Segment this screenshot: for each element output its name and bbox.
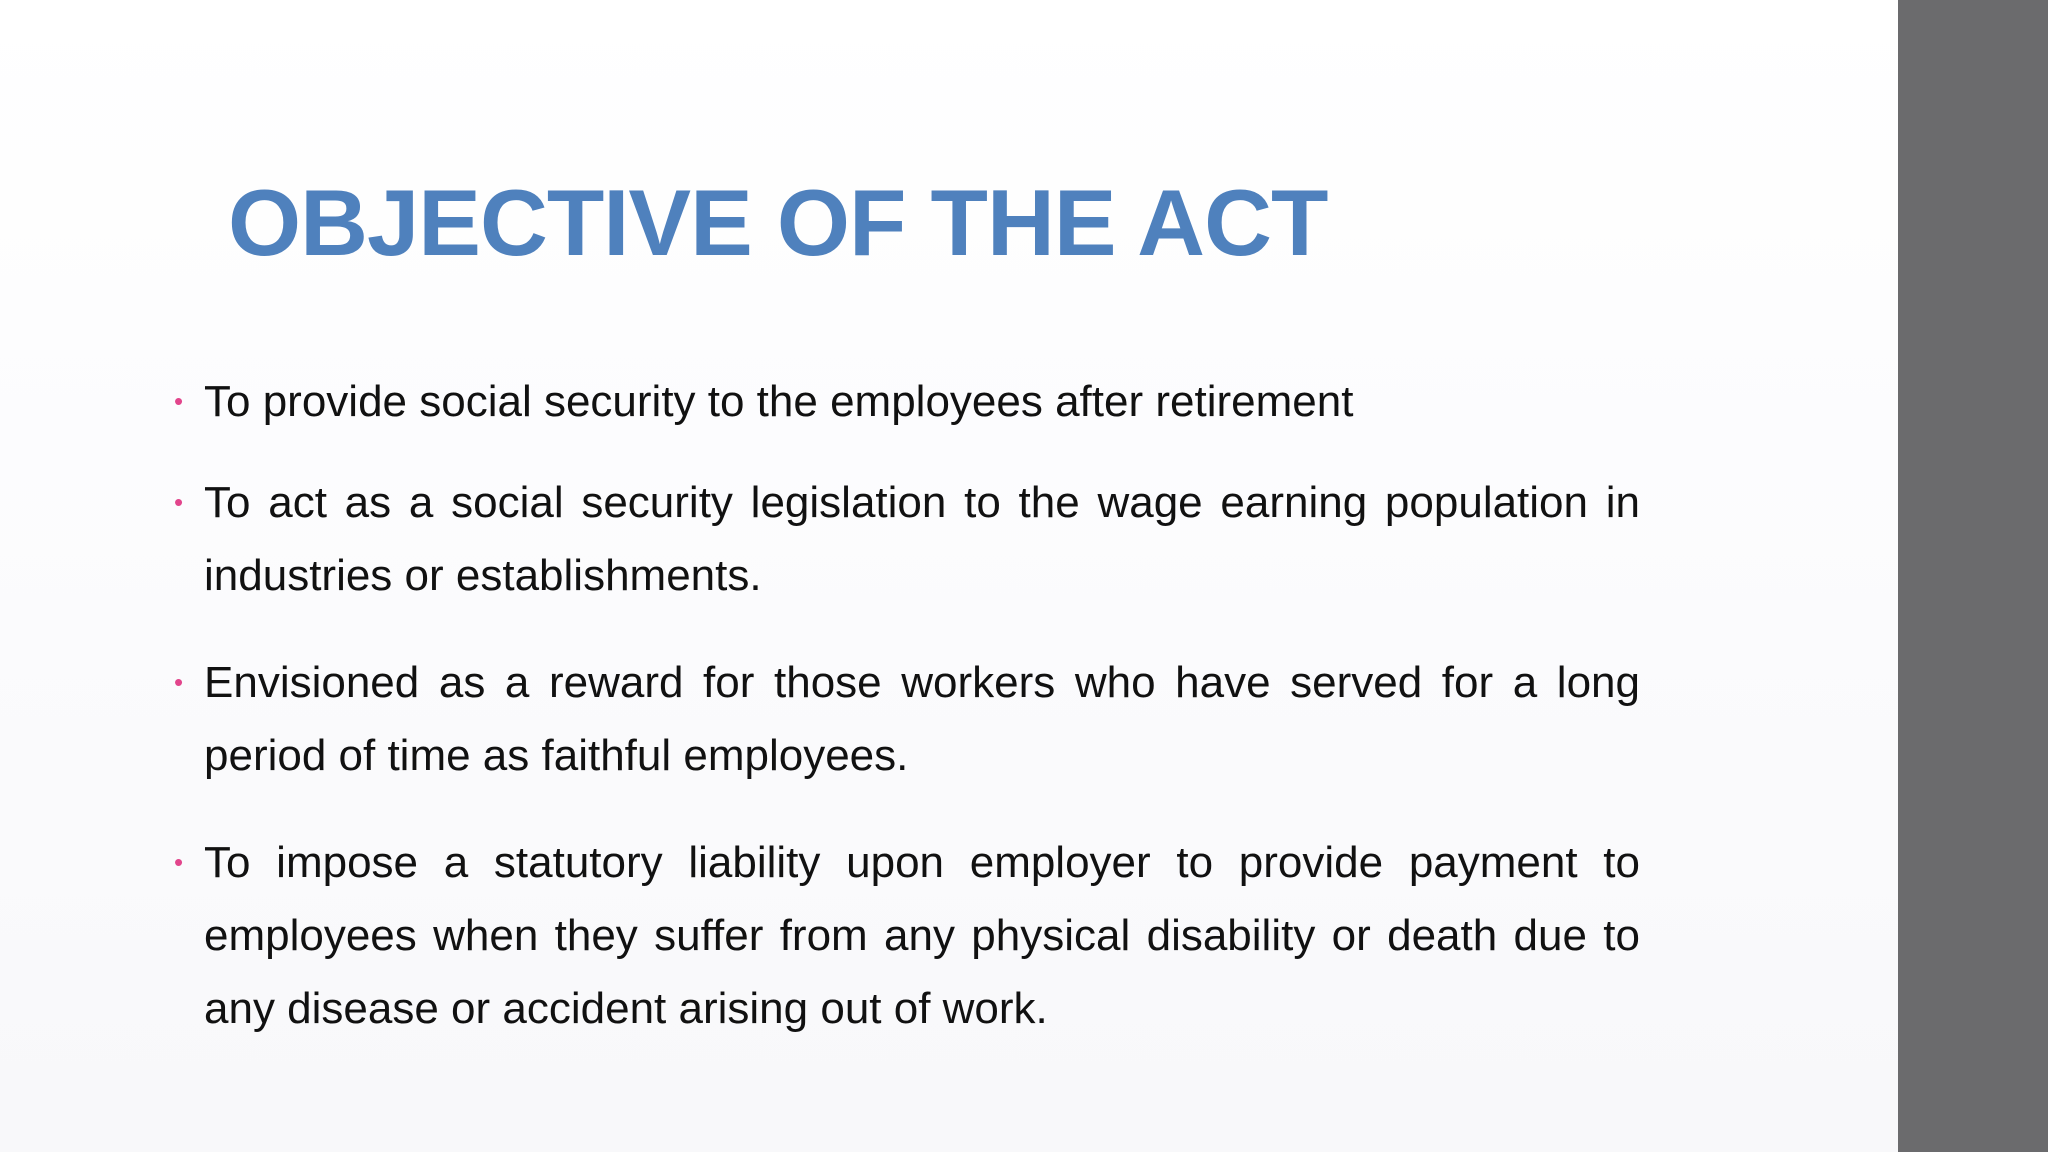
bullet-icon: • xyxy=(174,487,184,517)
list-item xyxy=(174,365,1640,438)
side-panel xyxy=(1898,0,2048,1152)
bullet-text: To provide social security to the employees after retirement xyxy=(204,377,1354,426)
list-item xyxy=(174,466,1640,612)
bullet-icon: • xyxy=(174,386,184,416)
slide-title: OBJECTIVE OF THE ACT xyxy=(228,170,1328,275)
list-item xyxy=(174,826,1640,1045)
bullet-text: To act as a social security legislation to the wage earning population in industries or establishments. xyxy=(204,478,1640,600)
bullet-list xyxy=(174,365,1640,1045)
bullet-icon: • xyxy=(174,667,184,697)
list-item xyxy=(174,646,1640,792)
bullet-text: Envisioned as a reward for those workers who have served for a long period of time as faithful employees. xyxy=(204,658,1640,780)
bullet-text: To impose a statutory liability upon employer to provide payment to employees when they suffer from any physical disability or death due to any disease or accident arising out of work. xyxy=(204,838,1640,1033)
bullet-icon: • xyxy=(174,847,184,877)
